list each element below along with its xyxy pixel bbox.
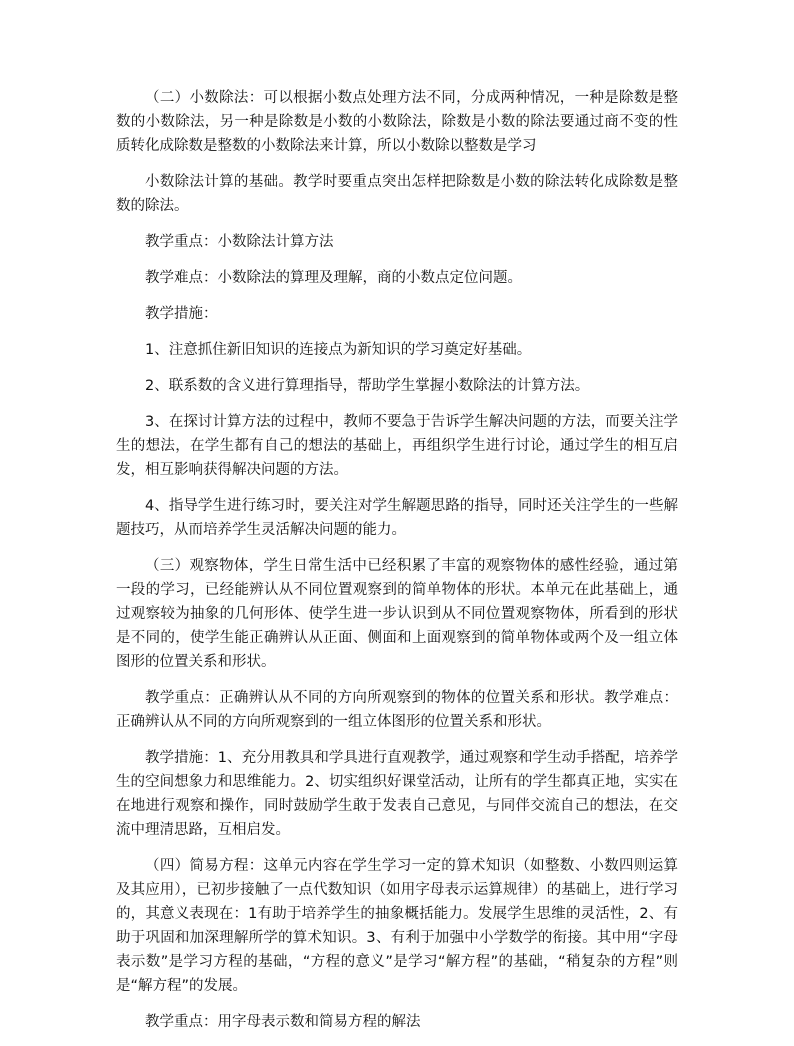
paragraph-key-point-2: 教学重点：正确辨认从不同的方向所观察到的物体的位置关系和形状。教学难点：正确辨认从不同的方向所观察到的一组立体图形的位置关系和形状。 <box>116 690 678 730</box>
paragraph-decimal-division: （二）小数除法：可以根据小数点处理方法不同，分成两种情况，一种是除数是整数的小数除法，另一种是除数是小数的小数除法，除数是小数的除法要通过商不变的性质转化成除数是整数的小数除法来计算，所以小数除以整数是学习 <box>116 90 678 154</box>
document-body <box>116 86 678 1046</box>
paragraph-simple-equations: （四）简易方程：这单元内容在学生学习一定的算术知识（如整数、小数四则运算及其应用），已初步接触了一点代数知识（如用字母表示运算规律）的基础上，进行学习的，其意义表现在：1有助于培养学生的抽象概括能力。发展学生思维的灵活性，2、有助于巩固和加深理解所学的算术知识。3、有利于加强中小学数学的衔接。其中用“字母表示数”是学习方程的基础，“方程的意义”是学习“解方程”的基础，“稍复杂的方程”则是“解方程”的发展。 <box>116 858 678 994</box>
paragraph-key-point-3: 教学重点：用字母表示数和简易方程的解法 <box>145 1014 421 1030</box>
paragraph-measure-1: 1、注意抓住新旧知识的连接点为新知识的学习奠定好基础。 <box>145 342 532 358</box>
paragraph-measures-2: 教学措施：1、充分用教具和学具进行直观教学，通过观察和学生动手搭配，培养学生的空间想象力和思维能力。2、切实组织好课堂活动，让所有的学生都真正地，实实在在地进行观察和操作，同时鼓励学生敢于发表自己意见，与同伴交流自己的想法，在交流中理清思路，互相启发。 <box>116 750 678 838</box>
paragraph-measure-3: 3、在探讨计算方法的过程中，教师不要急于告诉学生解决问题的方法，而要关注学生的想法，在学生都有自己的想法的基础上，再组织学生进行讨论，通过学生的相互启发，相互影响获得解决问题的方法。 <box>116 414 678 478</box>
paragraph-difficulty-1: 教学难点：小数除法的算理及理解，商的小数点定位问题。 <box>145 270 522 286</box>
paragraph-measures-heading: 教学措施： <box>145 306 218 322</box>
paragraph-observing-objects: （三）观察物体，学生日常生活中已经积累了丰富的观察物体的感性经验，通过第一段的学习，已经能辨认从不同位置观察到的简单物体的形状。本单元在此基础上，通过观察较为抽象的几何形体、使学生进一步认识到从不同位置观察物体，所看到的形状是不同的，使学生能正确辨认从正面、侧面和上面观察到的简单物体或两个及一组立体图形的位置关系和形状。 <box>116 558 678 670</box>
paragraph-key-point-1: 教学重点：小数除法计算方法 <box>145 234 334 250</box>
paragraph-decimal-division-basis: 小数除法计算的基础。教学时要重点突出怎样把除数是小数的除法转化成除数是整数的除法。 <box>116 174 678 214</box>
paragraph-measure-4: 4、指导学生进行练习时，要关注对学生解题思路的指导，同时还关注学生的一些解题技巧，从而培养学生灵活解决问题的能力。 <box>116 498 678 538</box>
paragraph-measure-2: 2、联系数的含义进行算理指导，帮助学生掌握小数除法的计算方法。 <box>145 378 590 394</box>
